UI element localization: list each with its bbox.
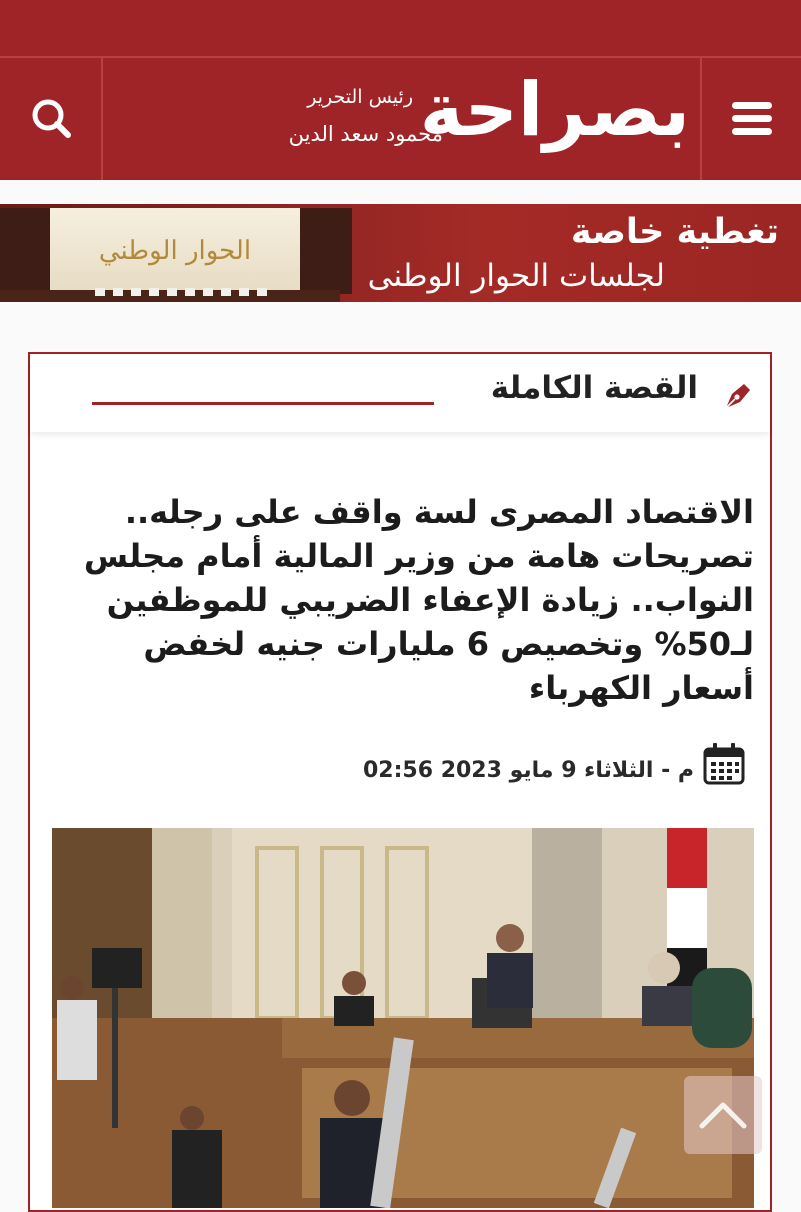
site-logo[interactable]: بصراحة: [419, 67, 690, 153]
search-icon: [0, 60, 100, 178]
menu-icon-bar: [732, 128, 772, 135]
header-divider-right: [700, 58, 702, 180]
section-title-underline: [92, 402, 434, 405]
pen-icon: [720, 378, 756, 414]
section-title: القصة الكاملة: [490, 370, 698, 406]
banner-title: تغطية خاصة: [570, 212, 779, 252]
banner-hall-side: [300, 208, 352, 294]
search-button[interactable]: [0, 60, 100, 178]
editor-in-chief-label: رئيس التحرير: [307, 86, 413, 108]
chevron-up-icon: [684, 1076, 762, 1154]
article-headline: الاقتصاد المصرى لسة واقف على رجله.. تصريحات هامة من وزير المالية أمام مجلس النواب.. زيادة الإعفاء الضريبي للموظفين لـ50% وتخصيص 6 مليارات جنيه لخفض أسعار الكهرباء: [83, 493, 754, 707]
parliament-session-photo: [52, 828, 754, 1208]
menu-icon: [732, 102, 772, 109]
calendar-icon: [702, 742, 746, 786]
banner-stage-image: [50, 208, 300, 292]
site-header: [0, 0, 801, 180]
menu-button[interactable]: [703, 60, 799, 178]
banner-chairs: [95, 288, 275, 296]
editor-in-chief-name: محمود سعد الدين: [288, 122, 443, 146]
article-date: 02:56 م - الثلاثاء 9 مايو 2023: [363, 758, 694, 783]
scroll-to-top-button[interactable]: [684, 1076, 762, 1154]
article-image[interactable]: [52, 828, 754, 1208]
special-coverage-banner[interactable]: [0, 204, 801, 302]
header-divider-left: [101, 58, 103, 180]
banner-subtitle: لجلسات الحوار الوطنى: [367, 258, 665, 294]
banner-hall-side: [0, 208, 52, 294]
section-header: [30, 354, 770, 432]
menu-icon-bar: [732, 115, 772, 122]
article-card: [28, 352, 772, 1212]
banner-stage-text: الحوار الوطني: [98, 236, 252, 266]
